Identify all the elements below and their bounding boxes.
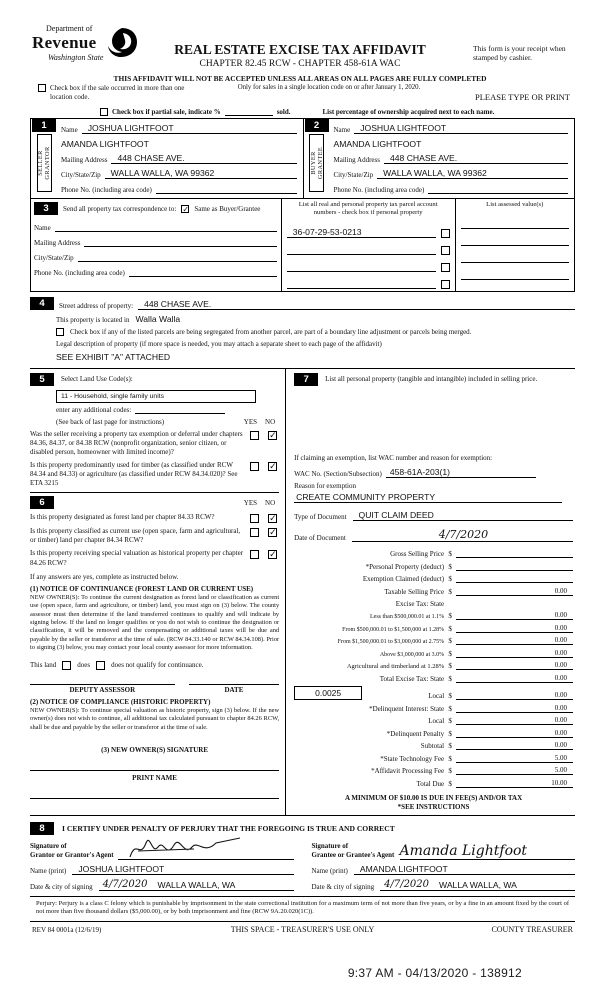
dollar-sign: $ xyxy=(448,692,452,701)
parties-box xyxy=(30,118,575,291)
reason-label: Reason for exemption xyxy=(294,481,356,490)
fee-label: Less than $500,000.01 at 1.1% xyxy=(369,614,445,621)
notice1-title: (1) NOTICE OF CONTINUANCE (FOREST LAND OR CURRENT USE) xyxy=(30,584,254,593)
logo-state-text: Washington State xyxy=(48,53,104,62)
dollar-sign: $ xyxy=(448,779,452,788)
section-8-certification xyxy=(30,822,575,938)
agricultural-field[interactable]: 0.00 xyxy=(456,661,573,670)
dollar-sign: $ xyxy=(448,550,452,559)
fee-label: From $1,500,000.01 to $3,000,000 at 2.75% xyxy=(337,639,445,646)
seller-name2-field[interactable]: AMANDA LIGHTFOOT xyxy=(61,139,149,150)
excise-tax-state-header: Excise Tax: State xyxy=(395,599,445,608)
grantor-signing-date[interactable]: 4/7/2020 xyxy=(102,878,148,890)
parcel-numbers-header: List all real and personal property tax parcel account numbers - check box if personal property xyxy=(298,201,438,217)
corr-city-field[interactable] xyxy=(78,252,277,262)
s6-q1-text: Is this property designated as forest land per chapter 84.33 RCW? xyxy=(30,513,215,522)
does-label: does xyxy=(77,661,91,670)
doc-type-label: Type of Document xyxy=(294,512,347,521)
reason-field[interactable]: CREATE COMMUNITY PROPERTY xyxy=(294,492,562,503)
section-5-badge: 5 xyxy=(30,373,54,386)
corr-name-label: Name xyxy=(34,224,51,233)
grantee-sig-label-1: Signature of xyxy=(311,842,349,851)
dollar-sign: $ xyxy=(448,637,452,646)
grantee-name-print-label: Name (print) xyxy=(311,866,348,875)
same-as-buyer-checkbox[interactable]: ✓ xyxy=(182,204,190,214)
dollar-sign: $ xyxy=(448,562,452,571)
grantor-sig-label-2: Grantor or Grantor's Agent xyxy=(30,850,114,859)
fee-label: Total Due xyxy=(416,779,445,788)
fee-label: Agricultural and timberland at 1.28% xyxy=(346,663,445,671)
dollar-sign: $ xyxy=(448,754,452,763)
form-footer xyxy=(30,921,575,937)
grantee-signing-date[interactable]: 4/7/2020 xyxy=(384,878,430,890)
buyer-name-field[interactable]: JOSHUA LIGHTFOOT xyxy=(354,123,568,134)
street-address-field[interactable]: 448 CHASE AVE. xyxy=(138,299,575,310)
segregated-note: Check box if any of the listed parcels are being segregated from another parcel, are part of a boundary line adjustment or parcels being merged. xyxy=(70,327,472,336)
dollar-sign: $ xyxy=(448,742,452,751)
s6-q2-yes-checkbox[interactable] xyxy=(250,528,259,537)
s5-q1-text: Was the seller receiving a property tax exemption or deferral under chapters 84.36, 84.37, or 84.38 RCW (nonprofit organization, senior citizen, or disabled person, homeowner with limited income)? xyxy=(30,429,243,456)
dollar-sign: $ xyxy=(448,575,452,584)
sold-label: sold. xyxy=(276,108,291,117)
fee-label: Local xyxy=(428,692,445,701)
located-in-label: This property is located in xyxy=(56,315,130,324)
assessed-value-field-4[interactable] xyxy=(461,269,569,280)
dollar-sign: $ xyxy=(448,612,452,621)
grantor-date-city-label: Date & city of signing xyxy=(30,882,93,891)
partial-sale-checkbox[interactable] xyxy=(100,108,108,116)
delinquent-interest-state-field[interactable]: 0.00 xyxy=(456,704,573,713)
instructions-note: (See back of last page for instructions) xyxy=(56,417,165,426)
buyer-city-field[interactable]: WALLA WALLA, WA 99362 xyxy=(377,168,568,179)
seller-name-field[interactable]: JOSHUA LIGHTFOOT xyxy=(82,123,297,134)
buyer-name2-field[interactable]: AMANDA LIGHTFOOT xyxy=(333,139,422,150)
grantee-signature-block xyxy=(312,838,576,891)
wac-label: WAC No. (Section/Subsection) xyxy=(294,469,382,478)
doc-date-field[interactable]: 4/7/2020 xyxy=(352,528,573,542)
personal-property-blank-area[interactable] xyxy=(294,390,573,448)
delinquent-penalty-field[interactable]: 0.00 xyxy=(456,729,573,738)
section-4-badge: 4 xyxy=(30,297,54,310)
seller-phone-label: Phone No. (including area code) xyxy=(61,186,152,195)
treasurer-space-label: THIS SPACE - TREASURER'S USE ONLY xyxy=(230,925,375,935)
notice1-body: NEW OWNER(S): To continue the current designation as forest land or classification as current use (open space, farm and agriculture, or timber) land, you must sign on (3) below. The county assessor must then determine if the land transferred continues to qualify and will indicate by signing below. If the land no longer qualifies or you do not wish to continue the designation or classification, it will be removed and the compensating or additional taxes will be due and payable by the seller or transferor at the time of sale. (RCW 84.33.140 or RCW 84.34.108). Prior to signing (3) below, you may contact your local county assessor for more information. xyxy=(30,593,280,652)
grantee-signing-city[interactable]: WALLA WALLA, WA xyxy=(439,879,517,890)
fee-label: *Affidavit Processing Fee xyxy=(371,767,445,776)
s5-q1-yes-checkbox[interactable] xyxy=(250,431,259,440)
revenue-swirl-icon xyxy=(105,26,139,60)
tier4-field[interactable]: 0.00 xyxy=(456,649,573,658)
grantor-label: GRANTOR xyxy=(44,146,51,180)
s6-q1-no-checkbox[interactable]: ✓ xyxy=(269,514,277,525)
grantee-date-city-label: Date & city of signing xyxy=(311,882,375,891)
exemption-claimed-field[interactable] xyxy=(456,574,573,583)
grantor-signing-city[interactable]: WALLA WALLA, WA xyxy=(157,879,236,890)
parcel-3-checkbox[interactable] xyxy=(441,263,450,272)
parcel-number-field-4[interactable] xyxy=(287,278,436,289)
section-2-buyer xyxy=(303,119,575,198)
assessed-value-field-3[interactable] xyxy=(461,252,569,263)
section-7 xyxy=(286,369,575,815)
fee-label: *State Technology Fee xyxy=(380,754,445,763)
parcel-number-field[interactable]: 36-07-29-53-0213 xyxy=(287,227,436,238)
fee-label: Above $3,000,000 at 3.0% xyxy=(379,651,445,658)
doc-type-field[interactable]: QUIT CLAIM DEED xyxy=(353,510,573,521)
fee-label: *Personal Property (deduct) xyxy=(365,562,445,571)
dollar-sign: $ xyxy=(448,674,452,683)
seller-city-field[interactable]: WALLA WALLA, WA 99362 xyxy=(105,168,297,179)
dollar-sign: $ xyxy=(448,767,452,776)
minimum-due-note: A MINIMUM OF $10.00 IS DUE IN FEE(S) AND/OR TAX xyxy=(344,793,523,802)
section-8-badge: 8 xyxy=(30,822,54,835)
parcel-number-field-2[interactable] xyxy=(287,244,436,255)
ownership-note: List percentage of ownership acquired next to each name. xyxy=(322,108,495,117)
s6-no-header: NO xyxy=(265,498,276,507)
new-owner-signature-label: (3) NEW OWNER(S) SIGNATURE xyxy=(101,746,209,755)
fee-label: *Delinquent Interest: State xyxy=(369,704,445,713)
section-7-badge: 7 xyxy=(294,373,318,386)
section-4-property xyxy=(30,297,575,362)
single-location-note: Only for sales in a single location code on or after January 1, 2020. xyxy=(237,84,421,91)
dor-logo xyxy=(32,24,139,62)
corr-city-label: City/State/Zip xyxy=(34,254,74,263)
send-correspondence-label: Send all property tax correspondence to: xyxy=(63,204,177,213)
land-does-not-checkbox[interactable] xyxy=(96,661,105,670)
personal-property-title: List all personal property (tangible and intangible) included in selling price. xyxy=(325,375,538,384)
land-does-checkbox[interactable] xyxy=(62,661,71,670)
located-in-field[interactable]: Walla Walla xyxy=(135,313,181,324)
warning-line: THIS AFFIDAVIT WILL NOT BE ACCEPTED UNLESS ALL AREAS ON ALL PAGES ARE FULLY COMPLETED xyxy=(113,74,487,83)
buyer-phone-label: Phone No. (including area code) xyxy=(333,186,425,195)
section-1-seller xyxy=(31,119,303,198)
additional-codes-field[interactable] xyxy=(135,413,225,414)
print-name-label: PRINT NAME xyxy=(132,774,177,783)
exemption-note: If claiming an exemption, list WAC number and reason for exemption: xyxy=(294,453,493,462)
buyer-grantee-label xyxy=(309,134,324,192)
seller-phone-field[interactable] xyxy=(156,184,297,194)
middle-box xyxy=(30,368,575,816)
cashier-stamp: 9:37 AM - 04/13/2020 - 138912 xyxy=(347,966,522,980)
parcel-2-checkbox[interactable] xyxy=(441,246,450,255)
grantor-signature-line[interactable] xyxy=(118,838,294,860)
grantee-name-print-field[interactable]: AMANDA LIGHTFOOT xyxy=(354,864,575,875)
print-name-line[interactable] xyxy=(30,798,279,799)
section-3-badge: 3 xyxy=(34,202,58,215)
form-header xyxy=(0,0,600,72)
gross-selling-price-field[interactable] xyxy=(456,549,573,558)
seller-name-label: Name xyxy=(61,126,78,135)
total-excise-state-field[interactable]: 0.00 xyxy=(456,674,573,683)
taxable-selling-price-field[interactable]: 0.00 xyxy=(456,587,573,596)
s6-q1-yes-checkbox[interactable] xyxy=(250,514,259,523)
grantee-sig-label-2: Grantee or Grantee's Agent xyxy=(311,850,395,859)
fee-label: Local xyxy=(428,717,445,726)
corr-phone-label: Phone No. (including area code) xyxy=(34,269,125,278)
assessed-value-field-2[interactable] xyxy=(461,235,569,246)
grantee-signature-script: Amanda Lightfoot xyxy=(399,842,528,859)
s6-q2-no-checkbox[interactable]: ✓ xyxy=(269,528,277,539)
grantor-name-print-field[interactable]: JOSHUA LIGHTFOOT xyxy=(72,864,293,875)
buyer-mailing-field[interactable]: 448 CHASE AVE. xyxy=(384,153,568,164)
see-instructions-note: *SEE INSTRUCTIONS xyxy=(397,802,470,811)
assessed-value-field-1[interactable] xyxy=(461,218,569,229)
corr-name-field[interactable] xyxy=(55,222,277,232)
seller-mailing-field[interactable]: 448 CHASE AVE. xyxy=(111,153,296,164)
tier1-field[interactable]: 0.00 xyxy=(456,611,573,620)
doc-date-label: Date of Document xyxy=(294,533,346,542)
local-rate-box: 0.0025 xyxy=(294,686,362,700)
fee-label: Taxable Selling Price xyxy=(384,587,445,596)
fee-label: *Delinquent Penalty xyxy=(386,729,445,738)
dollar-sign: $ xyxy=(448,704,452,713)
this-land-label: This land xyxy=(30,661,57,670)
seller-label: SELLER xyxy=(36,150,44,176)
dollar-sign: $ xyxy=(448,649,452,658)
affidavit-processing-fee-field[interactable]: 5.00 xyxy=(456,766,573,775)
additional-codes-label: enter any additional codes: xyxy=(56,405,132,414)
fee-label: Total Excise Tax: State xyxy=(379,674,445,683)
new-owner-signature-line[interactable] xyxy=(30,770,279,771)
partial-sale-label: Check box if partial sale, indicate % xyxy=(112,108,221,117)
grantee-label: GRANTEE xyxy=(316,147,324,180)
s6-q2-text: Is this property classified as current use (open space, farm and agricultural, or timber) land per chapter 84.34 RCW? xyxy=(30,527,241,545)
personal-property-deduct-field[interactable] xyxy=(456,562,573,571)
assessed-values-header: List assessed value(s) xyxy=(486,201,544,209)
s6-q3-yes-checkbox[interactable] xyxy=(250,550,259,559)
street-address-label: Street address of property: xyxy=(59,301,134,310)
section-5-header xyxy=(30,373,279,386)
fee-label: Gross Selling Price xyxy=(390,550,445,559)
seller-mailing-label: Mailing Address xyxy=(61,156,108,165)
s5-q2-no-checkbox[interactable]: ✓ xyxy=(269,461,277,472)
buyer-name-label: Name xyxy=(333,126,351,135)
land-use-code-field[interactable]: 11 - Household, single family units xyxy=(56,390,256,403)
wac-field[interactable]: 458-61A-203(1) xyxy=(386,467,536,478)
legal-description-field[interactable]: SEE EXHIBIT "A" ATTACHED xyxy=(56,351,171,362)
land-use-title: Select Land Use Code(s): xyxy=(61,375,133,384)
form-title: REAL ESTATE EXCISE TAX AFFIDAVIT xyxy=(174,42,426,57)
tier3-field[interactable]: 0.00 xyxy=(456,636,573,645)
partial-sale-percent-field[interactable] xyxy=(225,115,273,116)
deputy-assessor-line[interactable]: DEPUTY ASSESSOR xyxy=(30,684,175,694)
s6-q3-text: Is this property receiving special valuation as historical property per chapter 84.26 RCW? xyxy=(30,549,244,567)
county-treasurer-label: COUNTY TREASURER xyxy=(491,925,573,935)
segregated-checkbox[interactable] xyxy=(56,328,64,336)
buyer-mailing-label: Mailing Address xyxy=(333,156,380,165)
if-yes-note: If any answers are yes, complete as instructed below. xyxy=(30,572,179,581)
s5-q2-text: Is this property predominantly used for timber (as classified under RCW 84.34 and 84.33) or agriculture (as classified under RCW 84.34.020)? See ETA 3215 xyxy=(30,460,238,488)
form-subtitle: CHAPTER 82.45 RCW - CHAPTER 458-61A WAC xyxy=(199,59,401,69)
perjury-note: Perjury: Perjury is a class C felony which is punishable by imprisonment in the state correctional institution for a maximum term of not more than five years, or by a fine in an amount fixed by the court of not more than five thousand dollars ($5,000.00), or by both imprisonment and fine (RCW 9A.20.020(1C)). xyxy=(30,896,575,922)
corr-phone-field[interactable] xyxy=(129,267,277,277)
total-due-field[interactable]: 10.00 xyxy=(456,779,573,788)
local-tax-field[interactable]: 0.00 xyxy=(456,691,573,700)
section-6-header xyxy=(30,492,279,509)
certify-statement: I CERTIFY UNDER PENALTY OF PERJURY THAT THE FOREGOING IS TRUE AND CORRECT xyxy=(62,823,395,833)
section-3-correspondence xyxy=(31,198,574,290)
corr-mailing-field[interactable] xyxy=(84,237,276,247)
fee-label: From $500,000.01 to $1,500,000 at 1.28% xyxy=(342,626,445,633)
dollar-sign: $ xyxy=(448,717,452,726)
rev-form-number: REV 84 0001a (12/6/19) xyxy=(32,925,102,934)
seller-grantor-label xyxy=(37,134,52,192)
buyer-phone-field[interactable] xyxy=(428,184,568,194)
buyer-label: BUYER xyxy=(309,151,317,175)
yes-header: YES xyxy=(243,417,258,426)
parcel-number-field-3[interactable] xyxy=(287,261,436,272)
fee-label: Exemption Claimed (deduct) xyxy=(362,575,445,584)
section-6-badge: 6 xyxy=(30,496,54,509)
fee-label: Subtotal xyxy=(420,742,445,751)
grantor-name-print-label: Name (print) xyxy=(30,866,67,875)
grantee-signature-line[interactable] xyxy=(400,838,576,860)
corr-mailing-label: Mailing Address xyxy=(34,239,81,248)
notice2-body: NEW OWNER(S): To continue special valuation as historic property, sign (3) below. If the new owner(s) does not wish to continue, all additional tax calculated pursuant to chapter 84.26 RCW, shall be due and payable by the seller or transferor at the time of sale. xyxy=(30,706,280,731)
legal-description-label: Legal description of property (if more space is needed, you may attach a separate sheet to each page of the affidavit) xyxy=(56,339,382,348)
s5-q1-no-checkbox[interactable]: ✓ xyxy=(269,430,277,441)
dollar-sign: $ xyxy=(448,662,452,671)
does-not-label: does not qualify for continuance. xyxy=(111,661,204,670)
section-1-badge: 1 xyxy=(32,119,56,132)
multi-location-checkbox[interactable] xyxy=(38,84,46,92)
s6-yes-header: YES xyxy=(243,498,258,507)
s5-q2-yes-checkbox[interactable] xyxy=(250,462,259,471)
dollar-sign: $ xyxy=(448,587,452,596)
s6-q3-no-checkbox[interactable]: ✓ xyxy=(269,550,277,561)
assessor-date-line[interactable]: DATE xyxy=(189,684,279,694)
parcel-1-checkbox[interactable] xyxy=(441,229,450,238)
no-header: NO xyxy=(265,417,276,426)
grantor-signature-block xyxy=(30,838,294,891)
dollar-sign: $ xyxy=(448,729,452,738)
dollar-sign: $ xyxy=(448,624,452,633)
notice2-title: (2) NOTICE OF COMPLIANCE (HISTORIC PROPERTY) xyxy=(30,697,211,706)
seller-city-label: City/State/Zip xyxy=(61,171,101,180)
tier2-field[interactable]: 0.00 xyxy=(456,624,573,633)
buyer-city-label: City/State/Zip xyxy=(333,171,374,180)
parcel-4-checkbox[interactable] xyxy=(441,280,450,289)
logo-revenue-text: Revenue xyxy=(32,33,97,52)
subtotal-field[interactable]: 0.00 xyxy=(456,741,573,750)
grantor-sig-label-1: Signature of xyxy=(30,842,67,851)
grantor-signature-scribble xyxy=(124,835,254,861)
receipt-note: This form is your receipt when stamped by cashier. xyxy=(473,44,566,63)
delinquent-interest-local-field[interactable]: 0.00 xyxy=(456,716,573,725)
multi-location-label: Check box if the sale occurred in more than one location code. xyxy=(50,84,185,102)
state-technology-fee-field[interactable]: 5.00 xyxy=(456,754,573,763)
section-2-badge: 2 xyxy=(305,119,329,132)
logo-dept-text: Department of xyxy=(46,24,93,33)
same-as-buyer-label: Same as Buyer/Grantee xyxy=(194,204,261,213)
please-type-note: PLEASE TYPE OR PRINT xyxy=(474,92,570,102)
